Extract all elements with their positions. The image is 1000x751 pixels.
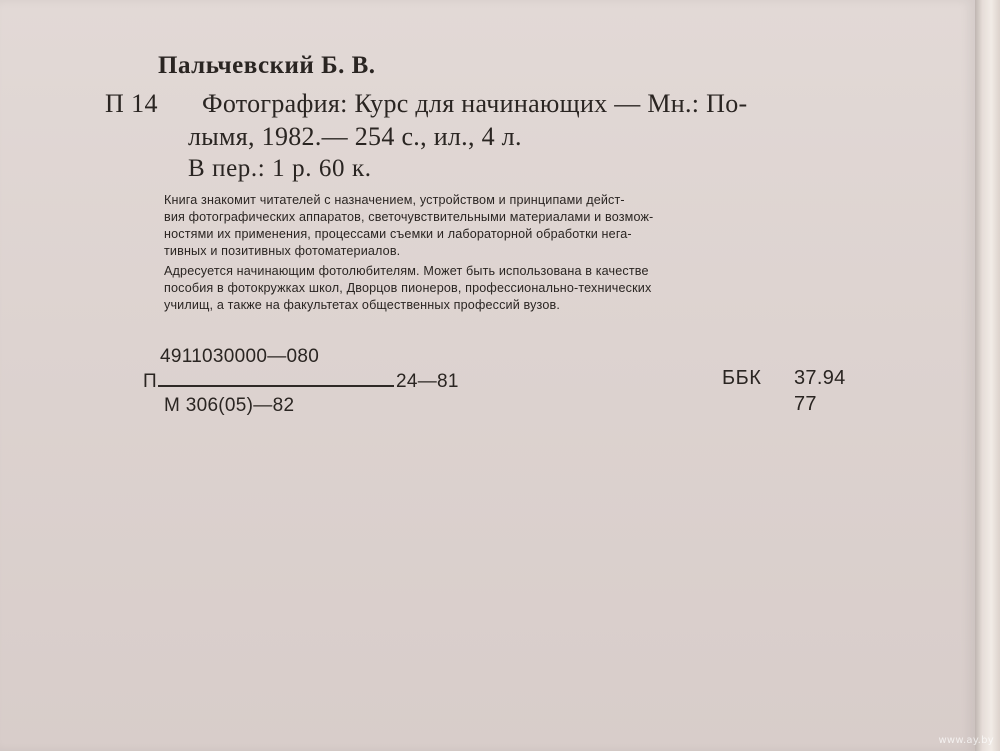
- bbk-label: ББК: [722, 367, 762, 389]
- annotation-line: пособия в фотокружках школ, Дворцов пионеров, профессионально-технических: [164, 281, 652, 295]
- catalog-code-letter: П: [143, 371, 157, 392]
- price-line: В пер.: 1 р. 60 к.: [188, 155, 372, 182]
- annotation-line: ностями их применения, процессами съемки и лабораторной обработки нега-: [164, 227, 632, 241]
- bbk-subcode: 77: [794, 393, 817, 415]
- annotation-paragraph-2: [164, 263, 864, 314]
- bbk-code: 37.94: [794, 367, 846, 389]
- annotation-line: училищ, а также на факультетах общественных профессий вузов.: [164, 298, 560, 312]
- title-line-2: лымя, 1982.— 254 с., ил., 4 л.: [188, 122, 522, 151]
- annotation-paragraph-1: [164, 192, 864, 260]
- watermark: www.ay.by: [938, 735, 994, 746]
- catalog-index: П 14: [105, 89, 158, 118]
- catalog-code-top: 4911030000—080: [160, 346, 320, 367]
- catalog-code-divider: [158, 385, 394, 387]
- catalog-code-bottom: М 306(05)—82: [164, 395, 295, 416]
- title-line-1: Фотография: Курс для начинающих — Мн.: По-: [202, 89, 748, 118]
- page-edge: [975, 0, 1000, 751]
- annotation-line: тивных и позитивных фотоматериалов.: [164, 244, 401, 258]
- annotation-line: вия фотографических аппаратов, светочувствительными материалами и возмож-: [164, 210, 654, 224]
- annotation-line: Адресуется начинающим фотолюбителям. Может быть использована в качестве: [164, 264, 649, 278]
- author-name: Пальчевский Б. В.: [158, 52, 376, 79]
- annotation-line: Книга знакомит читателей с назначением, устройством и принципами дейст-: [164, 193, 625, 207]
- catalog-code-right: 24—81: [396, 371, 459, 392]
